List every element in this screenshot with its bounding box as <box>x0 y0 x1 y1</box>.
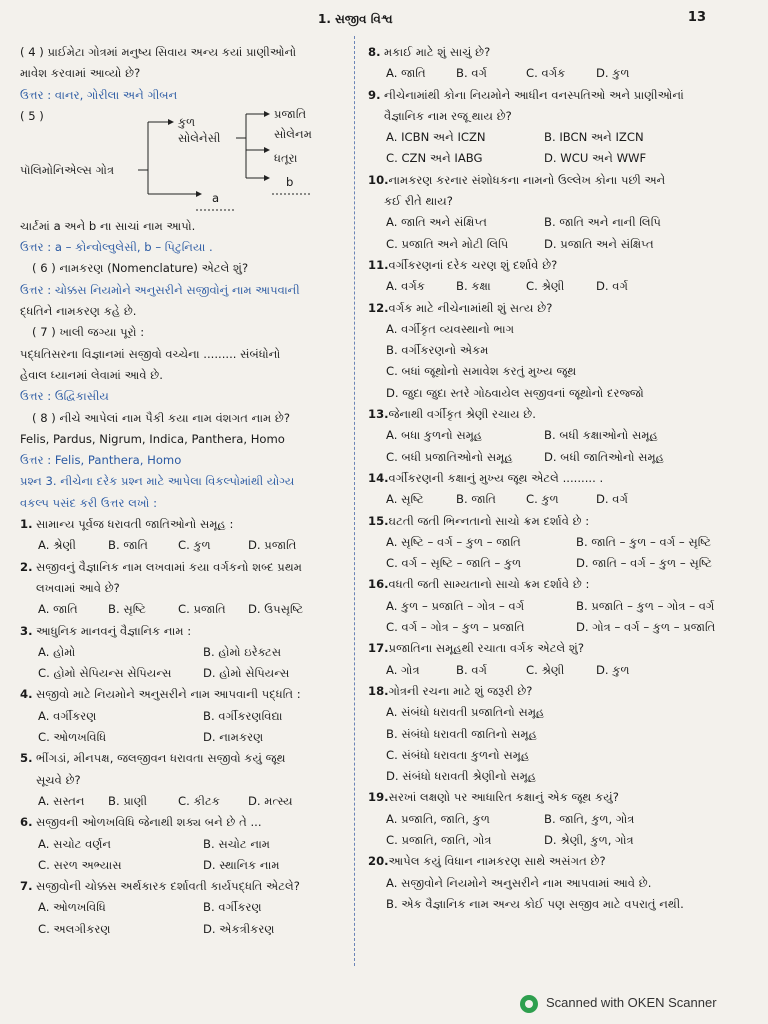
answer-option: C. ઓળખવિધિ <box>38 730 107 745</box>
mcq-question <box>20 514 350 557</box>
chart-genus-datura: ધતૂરા <box>274 150 298 165</box>
answer-option: A. સૃષ્ટિ <box>386 492 424 507</box>
answer-option: D. ગોત્ર – વર્ગ – કુળ – પ્રજાતિ <box>576 620 716 635</box>
option-list <box>368 63 748 84</box>
question-text: સામાન્ય પૂર્વજ ધરાવતી જાતિઓનો સમૂહ : <box>36 517 234 532</box>
mcq-question-line <box>20 684 350 705</box>
mcq-question-line <box>368 255 748 276</box>
option-list <box>368 702 748 787</box>
answer-option: B. વર્ગીકરણનો એકમ <box>386 343 489 358</box>
answer-option: B. સૃષ્ટિ <box>108 602 147 617</box>
question-number: 16. <box>368 577 389 592</box>
answer-option: D. મત્સ્ય <box>248 793 293 808</box>
mcq-question-line <box>368 85 748 106</box>
section-heading-cont: વકલ્પ પસંદ કરી ઉત્તર લખો : <box>20 495 157 510</box>
answer-option: C. હોમો સેપિયન્સ સેપિયન્સ <box>38 666 172 681</box>
answer-option: A. ICBN અને ICZN <box>386 130 486 145</box>
answer-option: B. જાતિ <box>456 492 496 507</box>
question-text: સજીવની ઓળખવિધિ જેનાથી શક્ય બને છે તે ... <box>36 815 262 830</box>
question-number <box>20 578 36 599</box>
question-number: 7. <box>20 879 33 894</box>
q6-answer: ઉત્તર : ચોક્કસ નિયમોને અનુસરીને સજીવોનું નામ આપવાની <box>20 282 300 297</box>
question-number: 18. <box>368 683 389 698</box>
mcq-question-line <box>20 812 350 833</box>
answer-option: A. સસ્તન <box>38 793 85 808</box>
q5-text: ચાર્ટમાં a અને b ના સાચાં નામ આપો. <box>20 218 196 233</box>
answer-option: A. વર્ગીકરણ <box>38 708 97 723</box>
answer-option: A. ઓળખવિધિ <box>38 900 106 915</box>
answer-option: D. WCU અને WWF <box>544 151 647 166</box>
question-number: 14. <box>368 470 389 485</box>
answer-option: B. હોમો ઇરેક્ટસ <box>203 644 282 659</box>
option-list <box>20 791 350 812</box>
answer-option: A. સચોટ વર્ણન <box>38 836 112 851</box>
mcq-question-line <box>368 404 748 425</box>
answer-option: A. જાતિ <box>386 66 426 81</box>
mcq-question <box>20 557 350 621</box>
answer-option: D. વર્ગ <box>596 492 628 507</box>
question-number: 1. <box>20 517 33 532</box>
question-number: 6. <box>20 815 33 830</box>
answer-option: C. વર્ગ – સૃષ્ટિ – જાતિ – કુળ <box>386 556 522 571</box>
mcq-question <box>368 255 748 298</box>
question-text: લખવામાં આવે છે? <box>36 580 120 595</box>
answer-option: C. બધી પ્રજાતિઓનો સમૂહ <box>386 449 513 464</box>
question-text: સજીવો માટે નિયમોને અનુસરીને નામ આપવાની પદ્ધતિ : <box>36 687 301 702</box>
question-number: 3. <box>20 623 33 638</box>
mcq-question-line <box>20 876 350 897</box>
option-list <box>368 127 748 170</box>
question-text: કઈ રીતે થાય? <box>384 194 453 209</box>
scanner-logo-icon <box>520 995 538 1013</box>
mcq-question-line <box>368 851 748 872</box>
question-text: નામકરણ કરનાર સંશોધકના નામનો ઉલ્લેખ કોના પછી અને <box>388 172 666 187</box>
answer-option: C. વર્ગક <box>526 66 566 81</box>
answer-option: B. પ્રાણી <box>108 793 148 808</box>
mcq-question <box>20 684 350 748</box>
chart-genus-label: પ્રજાતિ <box>274 106 307 121</box>
option-list <box>368 809 748 852</box>
mcq-question-line <box>368 468 748 489</box>
left-mcq-list <box>20 514 350 940</box>
answer-option: D. સ્થાનિક નામ <box>203 857 280 872</box>
answer-option: C. અલગીકરણ <box>38 921 111 936</box>
answer-option: D. હોમો સેપિયન્સ <box>203 666 290 681</box>
q8-answer: ઉત્તર : Felis, Panthera, Homo <box>20 453 182 468</box>
answer-option: B. બધી કક્ષાઓનો સમૂહ <box>544 428 658 443</box>
mcq-question-line <box>20 748 350 769</box>
question-number: 15. <box>368 513 389 528</box>
question-number: 17. <box>368 641 389 656</box>
option-list <box>368 319 748 404</box>
question-number: 19. <box>368 790 389 805</box>
mcq-question <box>368 85 748 170</box>
question-number: 9. <box>368 87 381 102</box>
answer-option: A. કુળ – પ્રજાતિ – ગોત્ર – વર્ગ <box>386 598 525 613</box>
chart-blank-a: a <box>212 190 220 205</box>
option-list <box>368 276 748 297</box>
mcq-question-line <box>368 298 748 319</box>
answer-option: A. જાતિ અને સંક્ષિપ્ત <box>386 215 487 230</box>
option-list <box>368 532 748 575</box>
answer-option: B. વર્ગીકરણ <box>203 900 262 915</box>
q5-number: ( 5 ) <box>20 108 44 123</box>
mcq-question-line <box>368 42 748 63</box>
question-text: સરખાં લક્ષણો પર આધારિત કક્ષાનું એક જૂથ કયું? <box>388 790 619 805</box>
question-text: સજીવનું વૈજ્ઞાનિક નામ લખવામાં કયા વર્ગકનો શબ્દ પ્રથમ <box>36 559 302 574</box>
question-number: 13. <box>368 407 389 422</box>
chart-genus-solanum: સોલેનમ <box>274 126 312 141</box>
answer-option: B. કક્ષા <box>456 279 491 294</box>
mcq-question <box>368 404 748 468</box>
mcq-question <box>368 298 748 404</box>
column-divider <box>354 36 355 966</box>
answer-option: C. બધાં જૂથોનો સમાવેશ કરતું મુખ્ય જૂથ <box>386 364 577 379</box>
mcq-question <box>20 621 350 685</box>
page-number: 13 <box>687 10 706 25</box>
answer-option: D. નામકરણ <box>203 730 264 745</box>
question-text: આપેલ કયું વિધાન નામકરણ સાથે અસંગત છે? <box>388 854 606 869</box>
q7-text-cont2: હેવાલ ધ્યાનમાં લેવામાં આવે છે. <box>20 367 163 382</box>
question-text: વર્ગીકરણની કક્ષાનું મુખ્ય જૂથ એટલે ......... . <box>388 470 604 485</box>
mcq-question <box>20 812 350 876</box>
answer-option: C. શ્રેણી <box>526 662 565 677</box>
mcq-question-line <box>368 681 748 702</box>
answer-option: D. કુળ <box>596 662 630 677</box>
page-header <box>0 8 768 30</box>
answer-option: C. પ્રજાતિ, જાતિ, ગોત્ર <box>386 832 492 847</box>
answer-option: D. શ્રેણી, કુળ, ગોત્ર <box>544 832 634 847</box>
question-text: ભીંગડાં, મીનપક્ષ, જલજીવન ધરાવતા સજીવો કયું જૂથ <box>36 751 286 766</box>
mcq-question-line <box>20 621 350 642</box>
answer-option: D. સંબંધો ધરાવતી શ્રેણીનો સમૂહ <box>386 769 537 784</box>
option-list <box>20 642 350 685</box>
answer-option: B. જાતિ <box>108 538 148 553</box>
question-text: નીચેનામાંથી કોના નિયમોને આધીન વનસ્પતિઓ અને પ્રાણીઓનાં <box>384 87 684 102</box>
answer-option: D. પ્રજાતિ <box>248 538 297 553</box>
question-number: 11. <box>368 257 389 272</box>
question-text: વધતી જતી સામ્યતાનો સાચો ક્રમ દર્શાવે છે : <box>388 577 590 592</box>
mcq-question <box>368 787 748 851</box>
mcq-question <box>20 748 350 812</box>
question-text: સૂચવે છે? <box>36 772 81 787</box>
section-heading: પ્રશ્ન 3. નીચેના દરેક પ્રશ્ન માટે આપેલા વિકલ્પોમાંથી યોગ્ય <box>20 474 295 489</box>
question-text: વર્ગીકરણનાં દરેક ચરણ શું દર્શાવે છે? <box>388 257 558 272</box>
answer-option: C. વર્ગ – ગોત્ર – કુળ – પ્રજાતિ <box>386 620 525 635</box>
answer-option: C. CZN અને IABG <box>386 151 483 166</box>
mcq-question-line <box>368 638 748 659</box>
chapter-title: 1. સજીવ વિશ્વ <box>318 12 393 26</box>
q7-text-cont: પદ્ધતિસરના વિજ્ઞાનમાં સજીવો વચ્ચેના ......... સંબંધોનો <box>20 346 281 361</box>
option-list <box>368 212 748 255</box>
answer-option: A. વર્ગક <box>386 279 425 294</box>
question-number: 10. <box>368 172 389 187</box>
scanner-text: Scanned with OKEN Scanner <box>546 995 717 1010</box>
mcq-question-line <box>368 191 748 212</box>
answer-option: D. એકત્રીકરણ <box>203 921 275 936</box>
mcq-question <box>368 511 748 575</box>
answer-option: B. એક વૈજ્ઞાનિક નામ અન્ય કોઈ પણ સજીવ માટે વપરાતું નથી. <box>386 896 684 911</box>
answer-option: C. કુળ <box>526 492 559 507</box>
order-chart-diagram <box>20 106 350 216</box>
option-list <box>20 897 350 940</box>
answer-option: C. પ્રજાતિ <box>178 602 226 617</box>
mcq-question <box>368 851 748 915</box>
answer-option: B. જાતિ અને નાની લિપિ <box>544 215 661 230</box>
question-number: 5. <box>20 751 33 766</box>
question-text: પ્રજાતિના સમૂહથી રચાતા વર્ગક એટલે શું? <box>388 641 584 656</box>
option-list <box>368 489 748 510</box>
question-number <box>368 106 384 127</box>
option-list <box>20 599 350 620</box>
right-column <box>368 42 748 915</box>
answer-option: B. સંબંધો ધરાવતી જાતિનો સમૂહ <box>386 726 537 741</box>
q6-answer-cont: દ્ધતિને નામકરણ કહે છે. <box>20 304 137 319</box>
question-number <box>368 191 384 212</box>
mcq-question-line <box>20 557 350 578</box>
answer-option: B. વર્ગ <box>456 66 488 81</box>
option-list <box>20 535 350 556</box>
answer-option: A. જાતિ <box>38 602 78 617</box>
q4-text-cont: માવેશ કરવામાં આવ્યો છે? <box>20 66 141 81</box>
answer-option: A. સંબંધો ધરાવતી પ્રજાતિનો સમૂહ <box>386 705 545 720</box>
option-list <box>368 596 748 639</box>
q7-answer: ઉત્તર : ઉદ્વિકાસીય <box>20 389 109 404</box>
right-mcq-list <box>368 42 748 915</box>
question-text: આધુનિક માનવનું વૈજ્ઞાનિક નામ : <box>36 623 192 638</box>
q6-text: ( 6 ) નામકરણ (Nomenclature) એટલે શું? <box>32 261 249 276</box>
mcq-question-line <box>368 106 748 127</box>
mcq-question <box>20 876 350 940</box>
mcq-question-line <box>20 578 350 599</box>
answer-option: B. પ્રજાતિ – કુળ – ગોત્ર – વર્ગ <box>576 598 715 613</box>
q4-answer: ઉત્તર : વાનર, ગોરીલા અને ગીબન <box>20 87 178 102</box>
option-list <box>368 660 748 681</box>
answer-option: C. સરળ અભ્યાસ <box>38 857 122 872</box>
answer-option: C. શ્રેણી <box>526 279 565 294</box>
q8-names: Felis, Pardus, Nigrum, Indica, Panthera, Homo <box>20 431 285 446</box>
question-number: 8. <box>368 45 381 59</box>
q4-text: ( 4 ) પ્રાઈમેટા ગોત્રમાં મનુષ્ય સિવાય અન્ય કયાં પ્રાણીઓનો <box>20 45 297 59</box>
mcq-question-line <box>368 787 748 808</box>
q8-text: ( 8 ) નીચે આપેલાં નામ પૈકી કયા નામ વંશગત નામ છે? <box>32 410 291 425</box>
answer-option: B. IBCN અને IZCN <box>544 130 644 145</box>
answer-option: A. હોમો <box>38 644 76 659</box>
answer-option: B. સચોટ નામ <box>203 836 270 851</box>
answer-option: B. જાતિ – કુળ – વર્ગ – સૃષ્ટિ <box>576 534 712 549</box>
option-list <box>20 834 350 877</box>
question-text: વર્ગક માટે નીચેનામાંથી શું સત્ય છે? <box>388 300 553 315</box>
question-number <box>20 770 36 791</box>
question-text: ગોત્રની રચના માટે શું જરૂરી છે? <box>388 683 533 698</box>
question-number: 2. <box>20 559 33 574</box>
answer-option: D. વર્ગ <box>596 279 628 294</box>
answer-option: A. બધા કુળનો સમૂહ <box>386 428 483 443</box>
option-list <box>20 706 350 749</box>
chart-root-order: પૉલિમોનિએલ્સ ગોત્ર <box>20 162 115 177</box>
mcq-question <box>368 638 748 681</box>
chart-blank-b: b <box>286 174 294 189</box>
question-text: સજીવોની ચોક્કસ અર્થકારક દર્શાવતી કાર્યપદ્ધતિ એટલે? <box>36 879 300 894</box>
mcq-question-line <box>368 170 748 191</box>
answer-option: C. સંબંધો ધરાવતા કુળનો સમૂહ <box>386 747 530 762</box>
answer-option: A. ગોત્ર <box>386 662 420 677</box>
answer-option: A. વર્ગીકૃત વ્યવસ્થાનો ભાગ <box>386 321 515 336</box>
left-column <box>20 42 350 940</box>
answer-option: D. ઉપસૃષ્ટિ <box>248 602 304 617</box>
chart-family-label: કુળ <box>178 114 196 129</box>
option-list <box>368 873 748 916</box>
mcq-question-line <box>368 511 748 532</box>
q7-text: ( 7 ) ખાલી જગ્યા પૂરો : <box>32 325 145 340</box>
mcq-question <box>368 468 748 511</box>
answer-option: D. પ્રજાતિ અને સંક્ષિપ્ત <box>544 236 654 251</box>
q5-answer: ઉત્તર : a – કોન્વોલ્વુલેસી, b – પિટુનિયા . <box>20 240 213 255</box>
mcq-question <box>368 170 748 255</box>
mcq-question-line <box>368 574 748 595</box>
question-text: ઘટતી જતી ભિન્નતાનો સાચો ક્રમ દર્શાવે છે : <box>388 513 590 528</box>
answer-option: C. કુળ <box>178 538 211 553</box>
answer-option: A. સૃષ્ટિ – વર્ગ – કુળ – જાતિ <box>386 534 521 549</box>
mcq-question <box>368 681 748 787</box>
answer-option: D. કુળ <box>596 66 630 81</box>
question-text: મકાઈ માટે શું સાચું છે? <box>384 45 491 59</box>
question-text: વૈજ્ઞાનિક નામ રજૂ થાય છે? <box>384 108 512 123</box>
question-number: 4. <box>20 687 33 702</box>
answer-option: C. કીટક <box>178 793 220 808</box>
mcq-question-line <box>20 514 350 535</box>
scanner-watermark <box>520 993 760 1017</box>
answer-option: A. સજીવોને નિયમોને અનુસરીને નામ આપવામાં આવે છે. <box>386 875 652 890</box>
answer-option: C. પ્રજાતિ અને મોટી લિપિ <box>386 236 509 251</box>
answer-option: D. બધી જાતિઓનો સમૂહ <box>544 449 664 464</box>
answer-option: A. શ્રેણી <box>38 538 76 553</box>
question-number: 20. <box>368 854 389 869</box>
option-list <box>368 425 748 468</box>
question-text: જેનાથી વર્ગીકૃત શ્રેણી રચાય છે. <box>388 407 536 422</box>
answer-option: B. જાતિ, કુળ, ગોત્ર <box>544 811 635 826</box>
answer-option: D. જાતિ – વર્ગ – કુળ – સૃષ્ટિ <box>576 556 713 571</box>
question-number: 12. <box>368 300 389 315</box>
mcq-question <box>368 574 748 638</box>
answer-option: D. જુદા જુદા સ્તરે ગોઠવાયેલ સજીવનાં જૂથોનો દરજ્જો <box>386 385 644 400</box>
mcq-question-line <box>20 770 350 791</box>
mcq-question <box>368 42 748 85</box>
chart-family-name: સોલેનેસી <box>178 130 221 145</box>
answer-option: B. વર્ગ <box>456 662 488 677</box>
answer-option: B. વર્ગીકરણવિદ્યા <box>203 708 283 723</box>
answer-option: A. પ્રજાતિ, જાતિ, કુળ <box>386 811 490 826</box>
